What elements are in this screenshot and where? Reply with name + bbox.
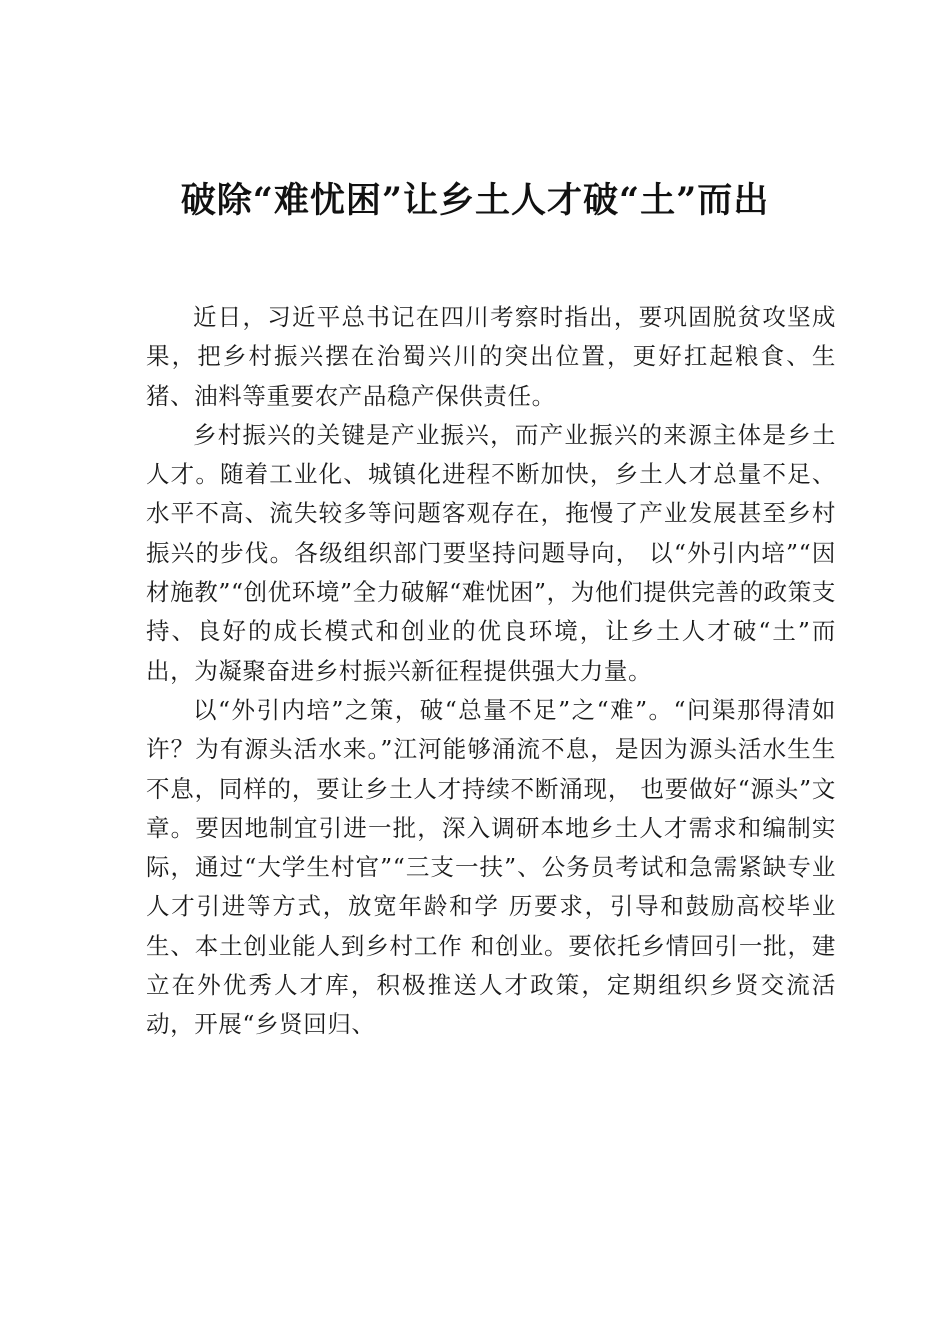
paragraph-1: 近日，习近平总书记在四川考察时指出，要巩固脱贫攻坚成果，把乡村振兴摆在治蜀兴川的突出位置，更好扛起粮食、生猪、油料等重要农产品稳产保供责任。 bbox=[146, 303, 836, 410]
paragraph-3: 以“外引内培”之策，破“总量不足”之“难”。“问渠那得清如许？为有源头活水来。”江河能够涌流不息，是因为源头活水生生不息，同样的，要让乡土人才持续不断涌现， 也要做好“源头”文章。要因地制宜引进一批，深入调研本地乡土人才需求和编制实际，通过“大学生村官”“三支一扶”、公务员考试和急需紧缺专业人才引进等方式，放宽年龄和学 历要求，引导和鼓励高校毕业生、本土创业能人到乡村工作 和创业。要依托乡情回引一批，建立在外优秀人才库，积极推送人才政策，定期组织乡贤交流活动，开展“乡贤回归、 bbox=[146, 695, 836, 1039]
article-title: 破除“难忧困”让乡土人才破“土”而出 bbox=[180, 180, 770, 221]
paragraph-2: 乡村振兴的关键是产业振兴，而产业振兴的来源主体是乡土人才。随着工业化、城镇化进程不断加快，乡土人才总量不足、水平不高、流失较多等问题客观存在，拖慢了产业发展甚至乡村振兴的步伐。各级组织部门要坚持问题导向， 以“外引内培”“因材施教”“创优环境”全力破解“难忧困”，为他们提供完善的政策支持、良好的成长模式和创业的优良环境，让乡土人才破“土”而出，为凝聚奋进乡村振兴新征程提供强大力量。 bbox=[146, 420, 836, 685]
article-body bbox=[146, 298, 836, 1045]
